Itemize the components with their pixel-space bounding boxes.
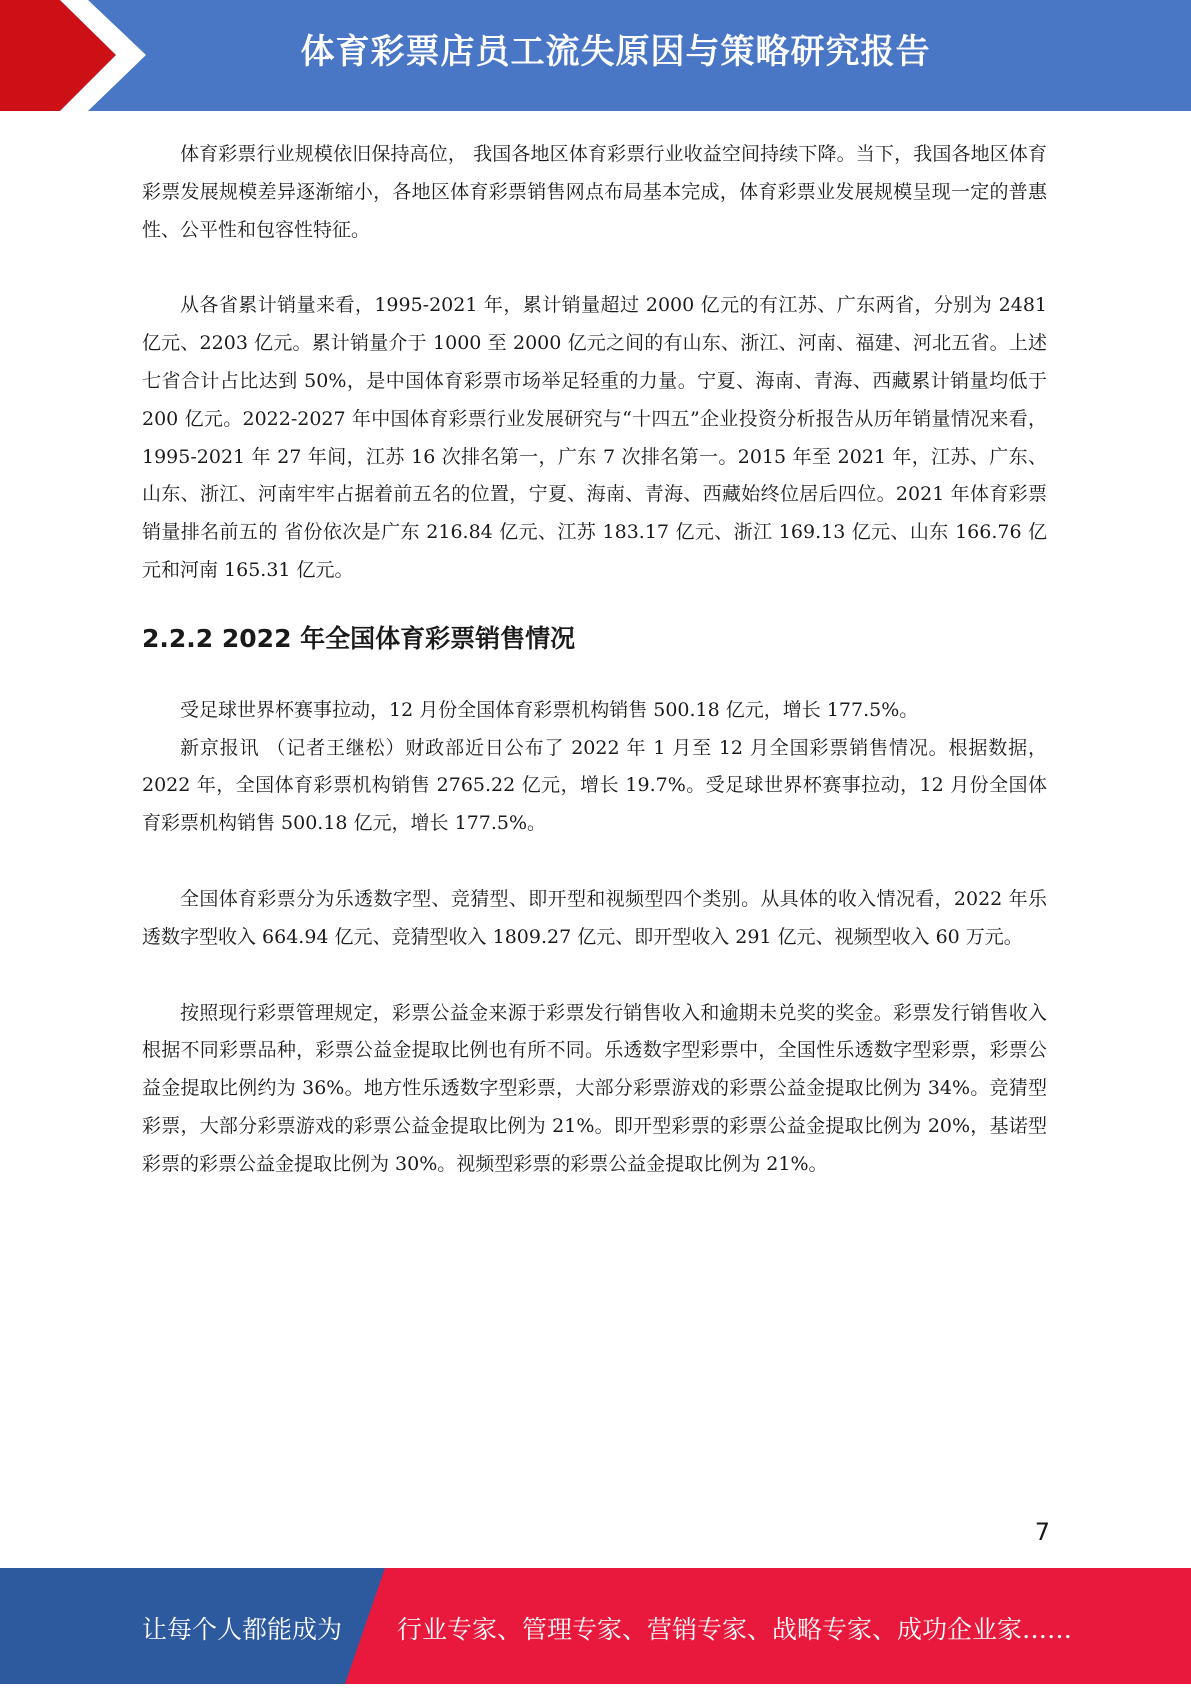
paragraph: 从各省累计销量来看，1995-2021 年，累计销量超过 2000 亿元的有江苏、广东两省，分别为 2481 亿元、2203 亿元。累计销量介于 1000 至 2000 亿元之间的有山东、浙江、河南、福建、河北五省。上述七省合计占比达到 50%，是中国体育彩票市场举足轻重的力量。宁夏、海南、青海、西藏累计销量均低于 200 亿元。2022-2027 年中国体育彩票行业发展研究与“十四五”企业投资分析报告从历年销量情况来看，1995-2021 年 27 年间，江苏 16 次排名第一，广东 7 次排名第一。2015 年至 2021 年，江苏、广东、山东、浙江、河南牢牢占据着前五名的位置，宁夏、海南、青海、西藏始终位居后四位。2021 年体育彩票销量排名前五的 省份依次是广东 216.84 亿元、江苏 183.17 亿元、浙江 169.13 亿元、山东 166.76 亿元和河南 165.31 亿元。 (142, 294, 1047, 581)
section-heading: 2.2.2 2022 年全国体育彩票销售情况 (142, 623, 576, 653)
paragraph: 按照现行彩票管理规定，彩票公益金来源于彩票发行销售收入和逾期未兑奖的奖金。彩票发行销售收入根据不同彩票品种，彩票公益金提取比例也有所不同。乐透数字型彩票中，全国性乐透数字型彩票，彩票公益金提取比例约为 36%。地方性乐透数字型彩票，大部分彩票游戏的彩票公益金提取比例为 34%。竞猜型彩票，大部分彩票游戏的彩票公益金提取比例为 21%。即开型彩票的彩票公益金提取比例为 20%，基诺型彩票的彩票公益金提取比例为 30%。视频型彩票的彩票公益金提取比例为 21%。 (142, 1001, 1047, 1175)
footer-slogan-right: 行业专家、管理专家、营销专家、战略专家、成功企业家…… (397, 1615, 1073, 1644)
header-title: 体育彩票店员工流失原因与策略研究报告 (300, 32, 931, 72)
page-footer (0, 1568, 1191, 1684)
footer-slogan-left: 让每个人都能成为 (142, 1615, 343, 1644)
page-header (0, 0, 1191, 111)
report-content (142, 136, 1047, 1184)
paragraph: 体育彩票行业规模依旧保持高位， 我国各地区体育彩票行业收益空间持续下降。当下，我国各地区体育彩票发展规模差异逐渐缩小，各地区体育彩票销售网点布局基本完成，体育彩票业发展规模呈现一定的普惠性、公平性和包容性特征。 (142, 143, 1047, 241)
paragraph: 受足球世界杯赛事拉动，12 月份全国体育彩票机构销售 500.18 亿元，增长 177.5%。 (180, 698, 919, 721)
paragraph: 全国体育彩票分为乐透数字型、竞猜型、即开型和视频型四个类别。从具体的收入情况看，2022 年乐透数字型收入 664.94 亿元、竞猜型收入 1809.27 亿元、即开型收入 291 亿元、视频型收入 60 万元。 (142, 887, 1047, 948)
paragraph: 新京报讯 （记者王继松）财政部近日公布了 2022 年 1 月至 12 月全国彩票销售情况。根据数据，2022 年，全国体育彩票机构销售 2765.22 亿元，增长 19.7%。受足球世界杯赛事拉动，12 月份全国体育彩票机构销售 500.18 亿元，增长 177.5%。 (142, 736, 1047, 835)
page-number: 7 (1034, 1518, 1050, 1546)
